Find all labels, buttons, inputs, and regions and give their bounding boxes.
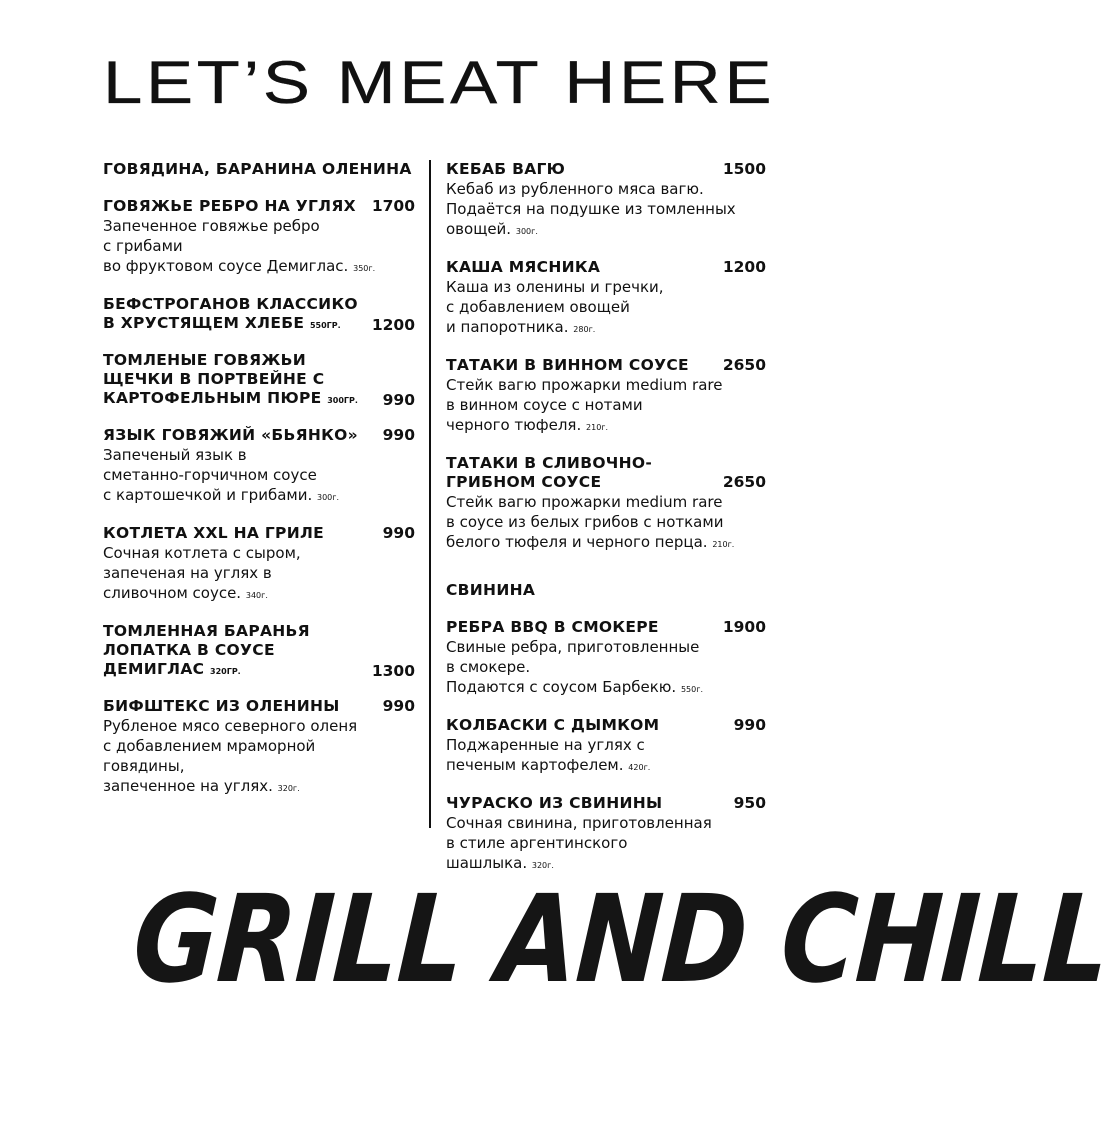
item-header xyxy=(103,622,415,681)
menu-title: LET’S MEAT HERE xyxy=(103,49,776,116)
item-desc-text: Стейк вагю прожарки medium rare в винном соусе с нотами черного тюфеля. xyxy=(446,376,723,434)
item-name: КОТЛЕТА XXL НА ГРИЛЕ xyxy=(103,524,325,542)
item-header xyxy=(446,454,766,492)
left-column xyxy=(103,160,415,815)
menu-item xyxy=(446,258,766,340)
item-price: 2650 xyxy=(722,356,766,374)
item-weight: 210г. xyxy=(712,540,735,549)
item-price: 1700 xyxy=(371,197,415,215)
item-price: 1200 xyxy=(722,258,766,276)
item-desc-text: Кебаб из рубленного мяса вагю. Подаётся на подушке из томленных овощей. xyxy=(446,180,736,238)
item-name: ГОВЯЖЬЕ РЕБРО НА УГЛЯХ xyxy=(103,197,356,215)
item-name: ЧУРАСКО ИЗ СВИНИНЫ xyxy=(446,794,663,812)
item-name: ЯЗЫК ГОВЯЖИЙ «БЬЯНКО» xyxy=(103,426,358,444)
item-price: 950 xyxy=(733,794,766,812)
item-desc-text: Свиные ребра, приготовленные в смокере. Подаются с соусом Барбекю. xyxy=(446,638,700,696)
item-name: РЕБРА BBQ В СМОКЕРЕ xyxy=(446,618,659,636)
item-desc-text: Сочная свинина, приготовленная в стиле аргентинского шашлыка. xyxy=(446,814,712,872)
item-desc-text: Запеченый язык в сметанно-горчичном соусе с картошечкой и грибами. xyxy=(103,446,317,504)
item-name: КАША МЯСНИКА xyxy=(446,258,601,276)
column-divider xyxy=(429,160,431,828)
menu-item xyxy=(103,351,415,410)
slogan-brush-lettering: GRILL AND CHILL xyxy=(129,870,1113,1011)
item-name: БИФШТЕКС ИЗ ОЛЕНИНЫ xyxy=(103,697,340,715)
item-description xyxy=(103,445,415,508)
menu-item xyxy=(446,618,766,700)
item-weight: 420г. xyxy=(628,763,651,772)
menu-item xyxy=(446,356,766,438)
item-name: ТАТАКИ В ВИННОМ СОУСЕ xyxy=(446,356,689,374)
item-header xyxy=(446,258,766,277)
item-name xyxy=(103,622,415,681)
item-weight: 320г. xyxy=(531,861,554,870)
right-column xyxy=(446,160,766,892)
item-weight: 210г. xyxy=(586,423,609,432)
item-price: 990 xyxy=(382,426,415,444)
item-name: КЕБАБ ВАГЮ xyxy=(446,160,566,178)
item-description xyxy=(446,637,766,700)
item-description xyxy=(446,735,766,778)
menu-item xyxy=(103,524,415,606)
item-weight: 300г. xyxy=(317,493,340,502)
item-desc-text: Стейк вагю прожарки medium rare в соусе из белых грибов с нотками белого тюфеля и черного перца. xyxy=(446,493,724,551)
item-description xyxy=(103,716,415,799)
item-header xyxy=(103,697,415,716)
item-weight: 320ГР. xyxy=(210,667,241,676)
item-price: 2650 xyxy=(722,473,766,491)
item-description xyxy=(446,492,766,555)
item-price: 1900 xyxy=(722,618,766,636)
item-weight: 320г. xyxy=(277,784,300,793)
item-header xyxy=(103,351,415,410)
section-beef-lamb-venison: ГОВЯДИНА, БАРАНИНА ОЛЕНИНА xyxy=(103,160,412,178)
item-description xyxy=(446,179,766,242)
item-header xyxy=(103,524,415,543)
item-header xyxy=(103,426,415,445)
item-name-text: ТОМЛЕНЫЕ ГОВЯЖЬИ ЩЕЧКИ В ПОРТВЕЙНЕ С КАРТОФЕЛЬНЫМ ПЮРЕ xyxy=(103,351,325,407)
item-desc-text: Поджаренные на углях с печеным картофелем. xyxy=(446,736,645,774)
item-desc-text: Запеченное говяжье ребро с грибами во фруктовом соусе Демиглас. xyxy=(103,217,349,275)
item-price: 990 xyxy=(382,697,415,715)
item-weight: 350г. xyxy=(353,264,376,273)
item-description xyxy=(446,375,766,438)
section-pork: СВИНИНА xyxy=(446,581,536,599)
menu-item xyxy=(103,295,415,335)
item-header xyxy=(446,716,766,735)
item-weight: 300ГР. xyxy=(327,396,358,405)
item-name-text: ТОМЛЕННАЯ БАРАНЬЯ ЛОПАТКА В СОУСЕ ДЕМИГЛАС xyxy=(103,622,310,678)
item-desc-text: Каша из оленины и гречки, с добавлением овощей и папоротника. xyxy=(446,278,664,336)
item-price: 990 xyxy=(382,391,415,409)
item-weight: 340г. xyxy=(245,591,268,600)
item-header xyxy=(446,160,766,179)
menu-item xyxy=(103,622,415,681)
menu-item xyxy=(446,716,766,778)
item-weight: 550ГР. xyxy=(309,321,341,330)
menu-item xyxy=(103,697,415,799)
menu-item xyxy=(446,160,766,242)
item-desc-text: Рубленое мясо северного оленя с добавлением мраморной говядины, запеченное на углях. xyxy=(103,717,358,795)
menu-item xyxy=(103,426,415,508)
item-name xyxy=(103,351,415,410)
item-weight: 280г. xyxy=(573,325,596,334)
item-price: 990 xyxy=(382,524,415,542)
item-price: 1200 xyxy=(371,316,415,334)
item-name xyxy=(103,295,415,335)
item-name: КОЛБАСКИ С ДЫМКОМ xyxy=(446,716,660,734)
item-name-text: БЕФСТРОГАНОВ КЛАССИКО В ХРУСТЯЩЕМ ХЛЕБЕ xyxy=(103,295,358,332)
item-description xyxy=(446,813,766,876)
item-header xyxy=(446,618,766,637)
item-description xyxy=(103,216,415,279)
item-header xyxy=(446,356,766,375)
menu-item xyxy=(446,794,766,876)
menu-item xyxy=(446,454,766,555)
item-name: ТАТАКИ В СЛИВОЧНО-ГРИБНОМ СОУСЕ xyxy=(446,454,653,491)
item-weight: 300г. xyxy=(515,227,538,236)
item-desc-text: Сочная котлета с сыром, запеченая на углях в сливочном соусе. xyxy=(103,544,301,602)
item-header xyxy=(446,794,766,813)
menu-item xyxy=(103,197,415,279)
item-price: 1500 xyxy=(722,160,766,178)
item-description xyxy=(446,277,766,340)
item-header xyxy=(103,295,415,335)
item-price: 990 xyxy=(733,716,766,734)
item-price: 1300 xyxy=(371,662,415,680)
item-header xyxy=(103,197,415,216)
item-weight: 550г. xyxy=(680,685,703,694)
item-description xyxy=(103,543,415,606)
